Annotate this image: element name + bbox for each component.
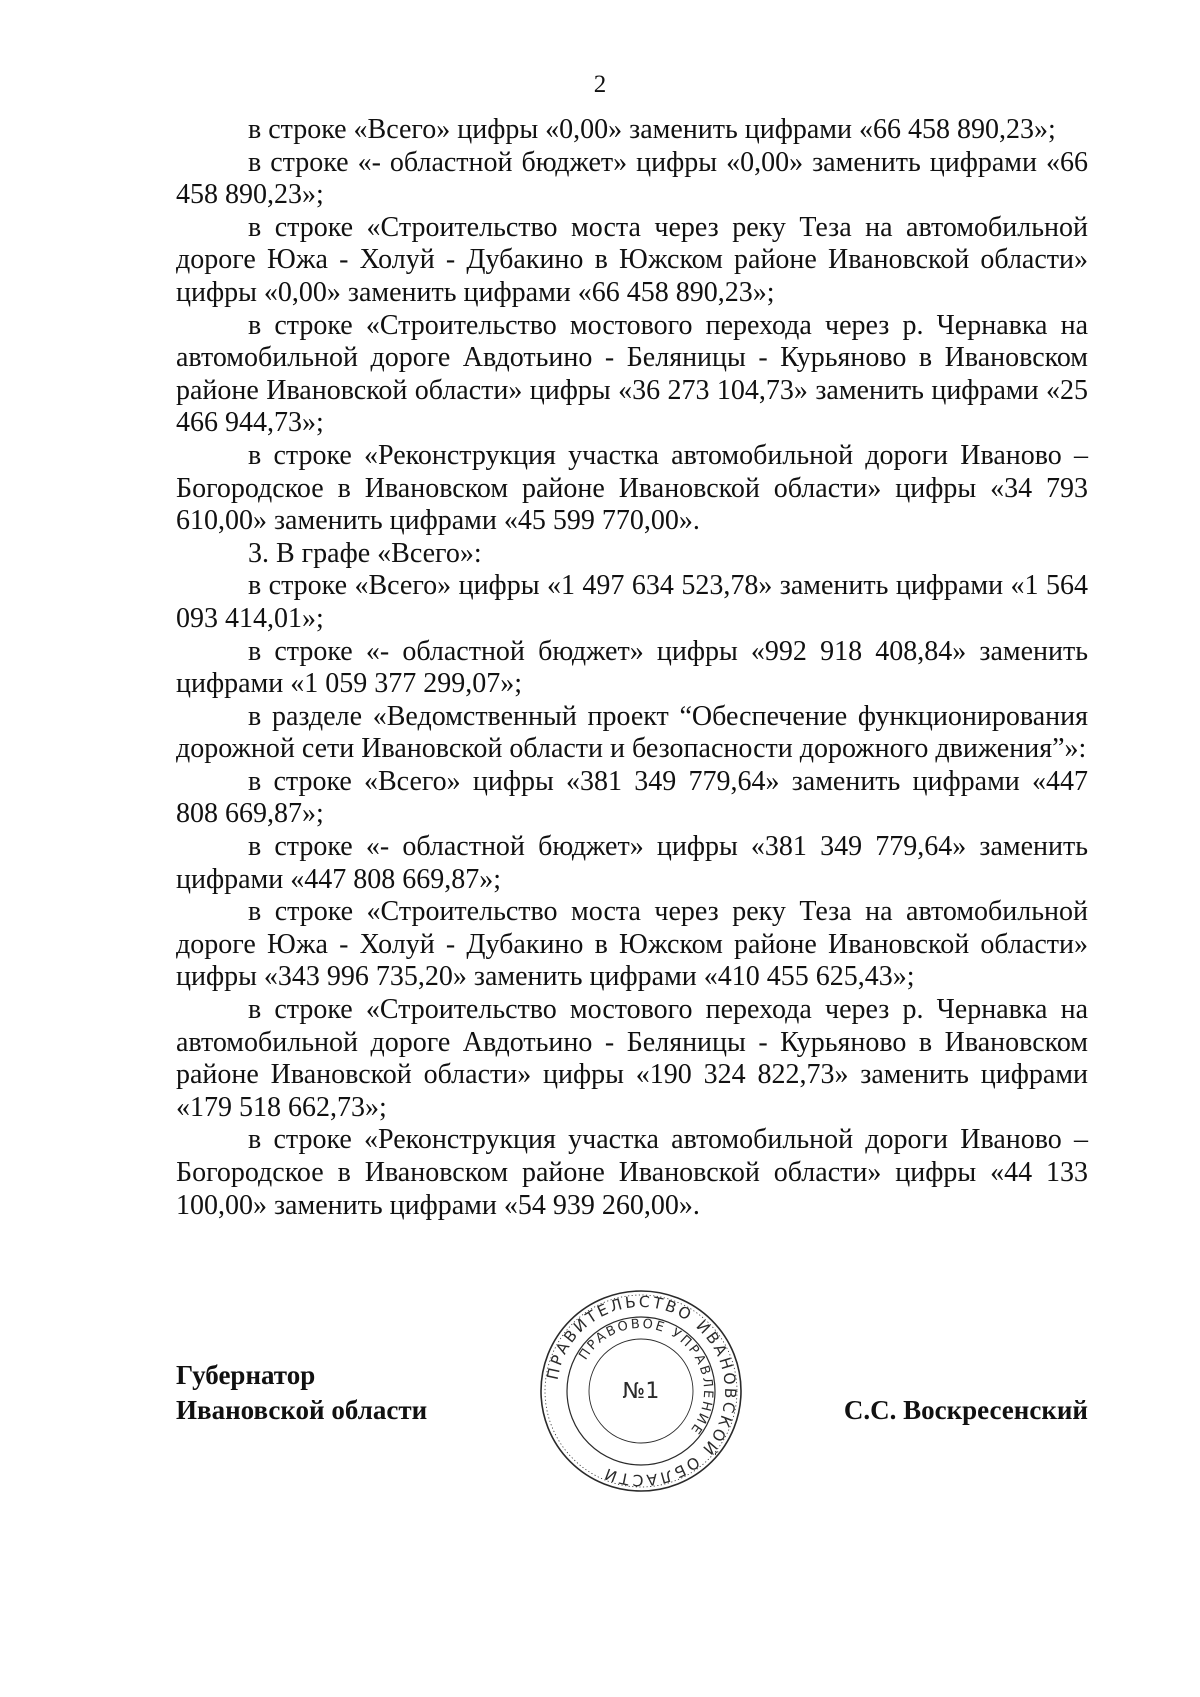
paragraph: в строке «Строительство мостового перехода через р. Чернавка на автомобильной дороге Авдотьино - Беляницы - Курьяново в Ивановском районе Ивановской области» цифры «36 273 104,73» заменить цифрами «25 466 944,73»; <box>176 309 1088 439</box>
seal-number: №1 <box>622 1379 660 1404</box>
paragraph: в строке «- областной бюджет» цифры «381 349 779,64» заменить цифрами «447 808 669,87»; <box>176 831 1088 895</box>
document-body <box>176 114 1088 1222</box>
paragraph: в строке «Строительство моста через реку Теза на автомобильной дороге Южа - Холуй - Дубакино в Южском районе Ивановской области» цифры «0,00» заменить цифрами «66 458 890,23»; <box>176 211 1088 308</box>
signatory-title-line2: Ивановской области <box>176 1395 428 1425</box>
official-seal <box>536 1286 746 1496</box>
paragraph: в строке «Всего» цифры «0,00» заменить цифрами «66 458 890,23»; <box>248 114 1056 145</box>
paragraph: в строке «- областной бюджет» цифры «0,00» заменить цифрами «66 458 890,23»; <box>176 146 1088 211</box>
signatory-title-line1: Губернатор <box>176 1360 316 1390</box>
signatory-title <box>176 1358 427 1428</box>
paragraph: в разделе «Ведомственный проект “Обеспечение функционирования дорожной сети Ивановской области и безопасности дорожного движения”»: <box>176 700 1088 765</box>
paragraph: в строке «Строительство моста через реку Теза на автомобильной дороге Южа - Холуй - Дубакино в Южском районе Ивановской области» цифры «343 996 735,20» заменить цифрами «410 455 625,43»; <box>176 896 1088 993</box>
paragraph: в строке «Реконструкция участка автомобильной дороги Иваново – Богородское в Ивановском районе Ивановской области» цифры «44 133 100,00» заменить цифрами «54 939 260,00». <box>176 1124 1088 1221</box>
paragraph: в строке «Всего» цифры «381 349 779,64» заменить цифрами «447 808 669,87»; <box>176 765 1088 830</box>
paragraph: в строке «Всего» цифры «1 497 634 523,78» заменить цифрами «1 564 093 414,01»; <box>176 570 1088 634</box>
seal-graphic <box>536 1286 746 1496</box>
signatory-name: С.С. Воскресенский <box>843 1395 1088 1425</box>
paragraph: в строке «- областной бюджет» цифры «992 918 408,84» заменить цифрами «1 059 377 299,07»; <box>176 635 1088 700</box>
paragraph: в строке «Строительство мостового перехода через р. Чернавка на автомобильной дороге Авдотьино - Беляницы - Курьяново в Ивановском районе Ивановской области» цифры «190 324 822,73» заменить цифрами «179 518 662,73»; <box>176 994 1088 1123</box>
paragraph: в строке «Реконструкция участка автомобильной дороги Иваново – Богородское в Ивановском районе Ивановской области» цифры «34 793 610,00» заменить цифрами «45 599 770,00». <box>176 439 1088 537</box>
section-heading: 3. В графе «Всего»: <box>248 537 482 569</box>
seal-outer-text: ПРАВИТЕЛЬСТВО ИВАНОВСКОЙ ОБЛАСТИ <box>543 1292 740 1490</box>
seal-inner-text: ПРАВОВОЕ УПРАВЛЕНИЕ <box>576 1316 716 1439</box>
page-number: 2 <box>593 71 607 98</box>
